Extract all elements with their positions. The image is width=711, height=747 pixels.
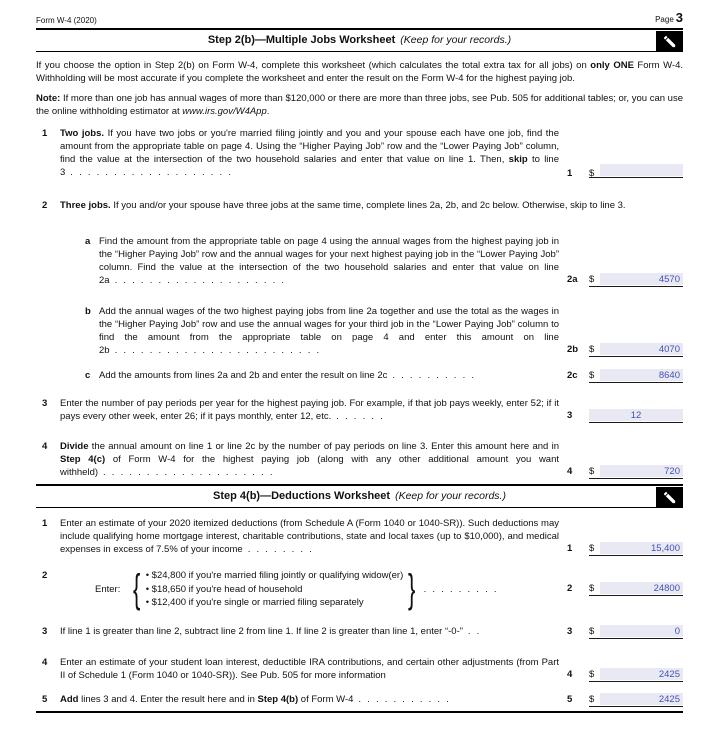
worksheet-row (36, 625, 683, 639)
line-text: Add the annual wages of the two highest paying jobs from line 2a together and use the total as the wages in the “Higher Paying Job” row and use the annual wages for your third job in the “Lower Paying Job” column to find the amount from the appropriate table on page 4 and enter this amount on line 2b . . . . . . . . . . . . . . . . . . . . . . . . (99, 306, 559, 356)
line-text: Enter an estimate of your 2020 itemized deductions (from Schedule A (Form 1040 or 1040-SR)). Such deductions may include qualifying home mortgage interest, charitable contributions, state and local taxes (up to $10,000), and medical expenses in excess of 7.5% of your income . . . . . . . . (60, 518, 559, 555)
amount-field[interactable] (600, 164, 683, 176)
dollar-sign: $ (589, 543, 595, 554)
line-amount (567, 164, 683, 179)
line-text: Three jobs. If you and/or your spouse have three jobs at the same time, complete lines 2a, 2b, and 2c below. Otherwise, skip to line 3. (60, 200, 626, 211)
right-brace: } (408, 567, 416, 612)
line-number: 1 (42, 128, 48, 139)
dollar-sign: $ (589, 693, 595, 705)
amount-cell (589, 343, 683, 357)
line-number: c (85, 370, 91, 381)
line-number: 4 (42, 656, 48, 668)
line-amount (567, 409, 683, 423)
line-text: Add lines 3 and 4. Enter the result here and in Step 4(b) of Form W-4 . . . . . . . . . . . (60, 693, 449, 705)
pencil-icon (656, 31, 683, 51)
line-amount (567, 343, 683, 357)
page-number-value: 3 (675, 10, 683, 25)
worksheet-row (36, 693, 683, 707)
amount-field[interactable]: 720 (600, 465, 683, 477)
section-title: Step 2(b)—Multiple Jobs Worksheet (207, 34, 396, 46)
line-ref: 4 (567, 466, 573, 477)
amount-field[interactable]: 0 (600, 625, 683, 637)
filing-status-option: • $12,400 if you're single or married filing separately (145, 597, 364, 608)
amount-cell (589, 668, 683, 682)
line-number: b (85, 306, 91, 317)
amount-field[interactable]: 2425 (600, 693, 683, 705)
amount-cell (589, 369, 683, 383)
amount-field[interactable]: 12 (589, 409, 683, 421)
dot-leader: . . . . . . . . (247, 544, 312, 555)
line-ref: 5 (567, 693, 573, 705)
worksheet-row (36, 369, 683, 383)
line-amount (567, 273, 683, 287)
dot-leader: . . . . . . . . . . . . . . . . . . . (70, 167, 231, 178)
line-ref: 2 (567, 583, 573, 595)
line-amount (567, 369, 683, 383)
form-id: Form W-4 (2020) (36, 16, 97, 25)
line-ref: 1 (567, 168, 573, 179)
page-bottom-rule (36, 711, 683, 713)
line-number: 5 (42, 693, 48, 705)
line-ref: 3 (567, 625, 573, 637)
dollar-sign: $ (589, 668, 595, 680)
line-number: 3 (42, 398, 48, 409)
page-number (655, 10, 683, 25)
worksheet-row (36, 656, 683, 682)
line-amount (567, 582, 683, 596)
worksheet-row (36, 569, 683, 610)
worksheet-row (36, 397, 683, 423)
pencil-icon (656, 487, 683, 507)
worksheet-row (36, 235, 683, 287)
amount-field[interactable]: 15,400 (600, 542, 683, 554)
worksheet-intro (36, 60, 683, 118)
line-text: Divide the annual amount on line 1 or line 2c by the number of pay periods on line 3. Enter this amount here and in Step 4(c) of Form W-4 for the highest paying job (along with any other additional amount you want withheld) . . . . . . . . . . . . . . . . . . . . (60, 441, 560, 478)
multiple-jobs-rows (36, 127, 683, 479)
line-amount (567, 693, 683, 707)
dollar-sign: $ (589, 466, 595, 477)
worksheet-row (36, 517, 683, 556)
amount-cell (589, 542, 683, 556)
amount-cell (589, 273, 683, 287)
amount-field[interactable]: 2425 (600, 668, 683, 680)
line-number: a (85, 236, 91, 247)
line-ref: 2c (567, 370, 578, 381)
page-header (36, 10, 683, 28)
line-text: If line 1 is greater than line 2, subtract line 2 from line 1. If line 2 is greater than line 1, enter “-0-” . . (60, 625, 480, 637)
dot-leader: . . . . . . (336, 411, 383, 422)
line-text: Find the amount from the appropriate table on page 4 using the annual wages from the highest paying job in the “Higher Paying Job” row and the annual wages for your next highest paying job in the “Lower Paying Job” column. Find the value at the intersection of the two household salaries and enter that value on line 2a . . . . . . . . . . . . . . . . . . . . (99, 236, 559, 286)
dollar-sign: $ (589, 168, 595, 179)
amount-field[interactable]: 8640 (600, 369, 683, 381)
line-text: Enter the number of pay periods per year for the highest paying job. For example, if that job pays weekly, enter 52; if it pays every other week, enter 26; if it pays monthly, enter 12, etc. . . . . . . (60, 398, 559, 422)
amount-cell (589, 582, 683, 596)
dot-leader: . . (467, 625, 480, 637)
amount-cell (589, 465, 683, 479)
amount-cell (589, 693, 683, 707)
line-ref: 1 (567, 543, 573, 554)
line-number: 1 (42, 518, 48, 529)
line-ref: 4 (567, 668, 573, 680)
dot-leader: . . . . . . . . . . . . . . . . . . . . . . . . (114, 345, 320, 356)
worksheet-row (36, 305, 683, 357)
dot-leader: . . . . . . . . . (423, 583, 497, 595)
dot-leader: . . . . . . . . . . (392, 370, 475, 381)
line-amount (567, 465, 683, 479)
line-ref: 2b (567, 344, 579, 355)
dot-leader: . . . . . . . . . . . (358, 693, 449, 705)
dollar-sign: $ (589, 625, 595, 637)
intro-paragraph: If you choose the option in Step 2(b) on Form W-4, complete this worksheet (which calculates the total extra tax for all jobs) on only ONE Form W-4. Withholding will be most accurate if you complete the worksheet and enter the result on the Form W-4 for the highest paying job. (36, 60, 683, 84)
section-header-rule (36, 51, 683, 52)
line-amount (567, 668, 683, 682)
dot-leader: . . . . . . . . . . . . . . . . . . . . (114, 275, 285, 286)
section-subtitle: (Keep for your records.) (395, 490, 506, 502)
left-brace: { (133, 567, 141, 612)
deductions-rows (36, 517, 683, 707)
section-header-rule (36, 507, 683, 508)
filing-status-option: • $24,800 if you're married filing jointly or qualifying widow(er) (145, 570, 404, 581)
dot-leader: . . . . . . . . . . . . . . . . . . . . (103, 467, 273, 478)
line-ref: 2a (567, 274, 578, 285)
worksheet-row (36, 127, 683, 179)
dollar-sign: $ (589, 274, 595, 285)
line-amount (567, 542, 683, 556)
line-text: Two jobs. If you have two jobs or you're married filing jointly and you and your spouse each have one job, find the amount from the appropriate table on page 4. Using the “Higher Paying Job” row and the “Lower Paying Job” column, find the value at the intersection of the two household salaries and enter that value on line 1. Then, skip to line 3 . . . . . . . . . . . . . . . . . . . (60, 128, 559, 178)
amount-cell (589, 625, 683, 639)
section-title: Step 4(b)—Deductions Worksheet (213, 490, 391, 502)
dollar-sign: $ (589, 344, 595, 355)
amount-cell (589, 164, 683, 178)
line-number: 2 (42, 570, 48, 581)
line-number: 4 (42, 441, 48, 452)
line-number: 2 (42, 200, 48, 211)
line-text: Enter an estimate of your student loan interest, deductible IRA contributions, and certain other adjustments (from Part II of Schedule 1 (Form 1040 or 1040-SR)). See Pub. 505 for more information (60, 656, 559, 681)
worksheet-row (36, 440, 683, 479)
filing-status-option: • $18,650 if you're head of household (145, 583, 303, 595)
dollar-sign: $ (589, 583, 595, 595)
filing-status-options (146, 569, 404, 610)
line-text (60, 569, 567, 610)
section-subtitle: (Keep for your records.) (400, 34, 512, 46)
line-amount (567, 625, 683, 639)
line-ref: 3 (567, 410, 573, 421)
line-text: Add the amounts from lines 2a and 2b and enter the result on line 2c . . . . . . . . . . (99, 370, 475, 381)
amount-field[interactable]: 4070 (600, 343, 683, 355)
worksheet-row (36, 199, 683, 212)
amount-cell (589, 409, 683, 423)
dollar-sign: $ (589, 370, 595, 381)
section-header-deductions (36, 486, 683, 507)
page-word: Page (655, 15, 674, 24)
enter-label: Enter: (95, 583, 121, 595)
amount-field[interactable]: 4570 (600, 273, 683, 285)
line-number: 3 (42, 625, 48, 637)
amount-field[interactable]: 24800 (600, 582, 683, 594)
section-header-multiple-jobs (36, 30, 683, 51)
note-paragraph: Note: If more than one job has annual wages of more than $120,000 or there are more than three jobs, see Pub. 505 for additional tables; or, you can use the online withholding estimator at www.irs.gov/W4App. (36, 93, 683, 117)
